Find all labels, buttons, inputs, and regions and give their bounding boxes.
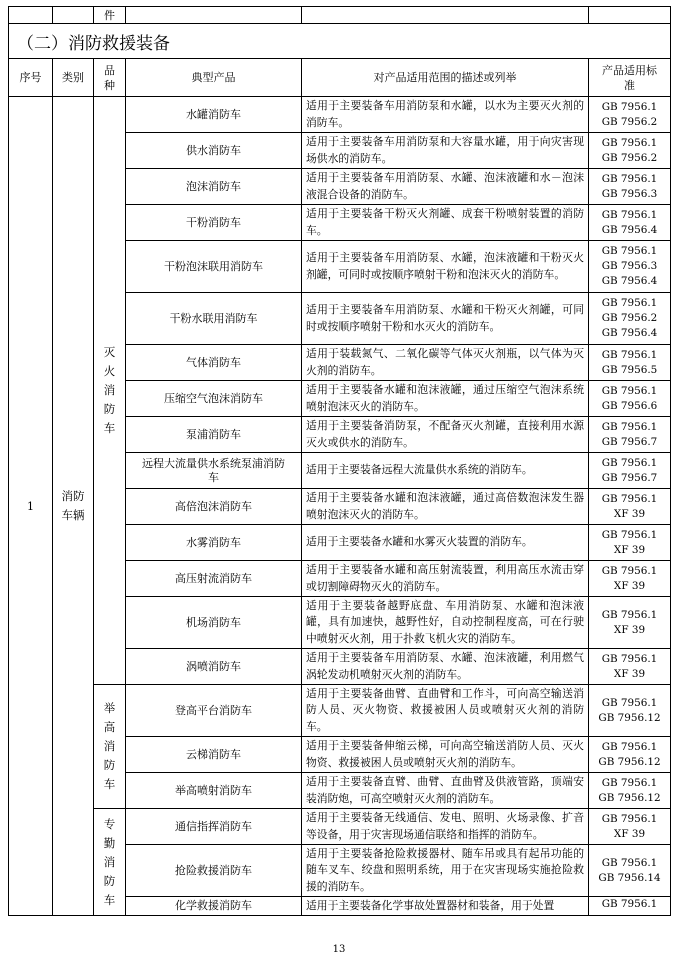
standard-cell xyxy=(589,649,671,685)
standard-code: XF 39 xyxy=(613,579,646,592)
standard-code: GB 7956.2 xyxy=(601,115,658,128)
standard-code: GB 7956.1 xyxy=(601,492,658,505)
standard-cell xyxy=(589,489,671,525)
continuation-row xyxy=(9,7,671,24)
description-cell: 适用于主要装备曲臂、直曲臂和工作斗，可向高空输送消防人员、灭火物资、救援被困人员或喷射灭火剂的消防车。 xyxy=(302,685,589,737)
description-cell: 适用于主要装备干粉灭火剂罐、成套干粉喷射装置的消防车。 xyxy=(302,205,589,241)
standard-code: GB 7956.1 xyxy=(601,564,658,577)
description-cell: 适用于主要装备车用消防泵、水罐、泡沫液罐和水－泡沫液混合设备的消防车。 xyxy=(302,169,589,205)
section-row xyxy=(9,24,671,59)
description-cell: 适用于主要装备远程大流量供水系统的消防车。 xyxy=(302,453,589,489)
header-desc: 对产品适用范围的描述或列举 xyxy=(302,59,589,97)
standard-code: XF 39 xyxy=(613,623,646,636)
header-row xyxy=(9,59,671,97)
product-cell: 干粉泡沫联用消防车 xyxy=(126,241,302,293)
description-cell: 适用于主要装备车用消防泵、水罐和干粉灭火剂罐，可同时或按顺序喷射干粉和水灭火的消防车。 xyxy=(302,293,589,345)
standard-code: GB 7956.1 xyxy=(601,740,658,753)
standard-cell xyxy=(589,561,671,597)
product-cell: 高压射流消防车 xyxy=(126,561,302,597)
standard-code: GB 7956.1 xyxy=(601,652,658,665)
variety-special: 专勤消防车 xyxy=(94,809,126,916)
standard-code: GB 7956.2 xyxy=(601,312,658,324)
header-std: 产品适用标准 xyxy=(589,59,671,97)
standard-cell xyxy=(589,417,671,453)
description-cell: 适用于主要装备越野底盘、车用消防泵、水罐和泡沫液罐，具有加速快，越野性好，自动控制程度高，可在行驶中喷射灭火剂，用于扑救飞机火灾的消防车。 xyxy=(302,597,589,649)
seq-cell: 1 xyxy=(9,97,53,916)
product-cell: 干粉水联用消防车 xyxy=(126,293,302,345)
standard-code: GB 7956.1 xyxy=(601,100,658,113)
standard-code: GB 7956.1 xyxy=(601,172,658,185)
table-row xyxy=(9,97,671,133)
standard-cell xyxy=(589,773,671,809)
standard-code: GB 7956.1 xyxy=(601,136,658,149)
product-cell: 远程大流量供水系统泵浦消防车 xyxy=(126,453,302,489)
standard-code: GB 7956.1 xyxy=(601,528,658,541)
standard-code: GB 7956.1 xyxy=(601,348,658,361)
variety-lift: 举高消防车 xyxy=(94,685,126,809)
table-row xyxy=(9,809,671,845)
standard-code: GB 7956.3 xyxy=(601,260,658,272)
standard-cell xyxy=(589,809,671,845)
description-cell: 适用于主要装备车用消防泵、水罐，泡沫液罐和干粉灭火剂罐，可同时或按顺序喷射干粉和泡沫灭火的消防车。 xyxy=(302,241,589,293)
product-cell: 抢险救援消防车 xyxy=(126,845,302,897)
equipment-table xyxy=(8,6,671,916)
description-cell: 适用于主要装备水罐和水雾灭火装置的消防车。 xyxy=(302,525,589,561)
standard-code: GB 7956.12 xyxy=(598,711,661,724)
description-cell: 适用于主要装备水罐和泡沫液罐，通过高倍数泡沫发生器喷射泡沫灭火的消防车。 xyxy=(302,489,589,525)
product-cell: 供水消防车 xyxy=(126,133,302,169)
standard-cell xyxy=(589,597,671,649)
standard-code: GB 7956.5 xyxy=(601,363,658,376)
standard-code: GB 7956.7 xyxy=(601,471,658,484)
standard-code: XF 39 xyxy=(613,507,646,520)
description-cell: 适用于装载氮气、二氧化碳等气体灭火剂瓶，以气体为灭火剂的消防车。 xyxy=(302,345,589,381)
table-row xyxy=(9,685,671,737)
standard-code: GB 7956.1 xyxy=(601,245,658,257)
description-cell: 适用于主要装备伸缩云梯，可向高空输送消防人员、灭火物资、救援被困人员或喷射灭火剂的消防车。 xyxy=(302,737,589,773)
standard-code: XF 39 xyxy=(613,543,646,556)
standard-code: GB 7956.4 xyxy=(601,327,658,339)
standard-code: GB 7956.7 xyxy=(601,435,658,448)
product-cell: 化学救援消防车 xyxy=(126,897,302,916)
standard-code: GB 7956.4 xyxy=(601,275,658,287)
product-cell: 高倍泡沫消防车 xyxy=(126,489,302,525)
standard-code: GB 7956.6 xyxy=(601,399,658,412)
product-cell: 涡喷消防车 xyxy=(126,649,302,685)
standard-code: GB 7956.4 xyxy=(601,223,658,236)
category-cell: 消防车辆 xyxy=(53,97,94,916)
standard-code: GB 7956.3 xyxy=(601,187,658,200)
standard-cell xyxy=(589,241,671,293)
description-cell: 适用于主要装备抢险救援器材、随车吊或具有起吊功能的随车叉车、绞盘和照明系统，用于在灾害现场实施抢险救援的消防车。 xyxy=(302,845,589,897)
page-number: 13 xyxy=(332,944,346,955)
product-cell: 机场消防车 xyxy=(126,597,302,649)
header-seq: 序号 xyxy=(9,59,53,97)
product-cell: 压缩空气泡沫消防车 xyxy=(126,381,302,417)
standard-cell xyxy=(589,453,671,489)
standard-code: GB 7956.1 xyxy=(601,856,658,869)
description-cell: 适用于主要装备水罐和高压射流装置，利用高压水流击穿或切割障碍物灭火的消防车。 xyxy=(302,561,589,597)
product-cell: 水罐消防车 xyxy=(126,97,302,133)
standard-code: GB 7956.12 xyxy=(598,755,661,768)
standard-cell xyxy=(589,293,671,345)
standard-code: GB 7956.1 xyxy=(601,776,658,789)
product-cell: 干粉消防车 xyxy=(126,205,302,241)
header-category: 类别 xyxy=(53,59,94,97)
standard-code: GB 7956.1 xyxy=(601,456,658,469)
section-title: （二）消防救援装备 xyxy=(9,24,671,59)
description-cell: 适用于主要装备车用消防泵和水罐，以水为主要灭火剂的消防车。 xyxy=(302,97,589,133)
standard-code: GB 7956.1 xyxy=(601,608,658,621)
standard-code: GB 7956.14 xyxy=(598,871,661,884)
product-cell: 通信指挥消防车 xyxy=(126,809,302,845)
header-variety: 品种 xyxy=(94,59,126,97)
standard-cell xyxy=(589,97,671,133)
description-cell: 适用于主要装备车用消防泵、水罐、泡沫液罐，利用燃气涡轮发动机喷射灭火剂的消防车。 xyxy=(302,649,589,685)
standard-code: GB 7956.1 xyxy=(601,420,658,433)
standard-code: GB 7956.1 xyxy=(601,898,658,910)
description-cell: 适用于主要装备化学事故处置器材和装备，用于处置 xyxy=(302,897,589,916)
standard-code: GB 7956.1 xyxy=(601,384,658,397)
standard-code: XF 39 xyxy=(613,667,646,680)
standard-code: XF 39 xyxy=(613,827,646,840)
product-cell: 泵浦消防车 xyxy=(126,417,302,453)
standard-cell xyxy=(589,381,671,417)
standard-code: GB 7956.1 xyxy=(601,812,658,825)
product-cell: 云梯消防车 xyxy=(126,737,302,773)
header-product: 典型产品 xyxy=(126,59,302,97)
standard-cell xyxy=(589,737,671,773)
product-cell: 气体消防车 xyxy=(126,345,302,381)
standard-cell xyxy=(589,205,671,241)
standard-cell xyxy=(589,133,671,169)
standard-code: GB 7956.1 xyxy=(601,696,658,709)
product-cell: 登高平台消防车 xyxy=(126,685,302,737)
standard-cell xyxy=(589,525,671,561)
description-cell: 适用于主要装备无线通信、发电、照明、火场录像、扩音等设备，用于灾害现场通信联络和指挥的消防车。 xyxy=(302,809,589,845)
standard-cell xyxy=(589,169,671,205)
standard-cell xyxy=(589,845,671,897)
standard-cell xyxy=(589,897,671,916)
product-cell: 水雾消防车 xyxy=(126,525,302,561)
variety-fire: 灭火消防车 xyxy=(94,97,126,685)
standard-code: GB 7956.12 xyxy=(598,791,661,804)
product-cell: 泡沫消防车 xyxy=(126,169,302,205)
standard-cell xyxy=(589,685,671,737)
continuation-cell: 件 xyxy=(94,7,126,24)
standard-cell xyxy=(589,345,671,381)
standard-code: GB 7956.2 xyxy=(601,151,658,164)
standard-code: GB 7956.1 xyxy=(601,297,658,309)
description-cell: 适用于主要装备水罐和泡沫液罐，通过压缩空气泡沫系统喷射泡沫灭火的消防车。 xyxy=(302,381,589,417)
description-cell: 适用于主要装备车用消防泵和大容量水罐，用于向灾害现场供水的消防车。 xyxy=(302,133,589,169)
product-cell: 举高喷射消防车 xyxy=(126,773,302,809)
description-cell: 适用于主要装备直臂、曲臂、直曲臂及供液管路，顶端安装消防炮，可高空喷射灭火剂的消防车。 xyxy=(302,773,589,809)
description-cell: 适用于主要装备消防泵，不配备灭火剂罐，直接利用水源灭火或供水的消防车。 xyxy=(302,417,589,453)
standard-code: GB 7956.1 xyxy=(601,208,658,221)
page xyxy=(8,6,670,916)
